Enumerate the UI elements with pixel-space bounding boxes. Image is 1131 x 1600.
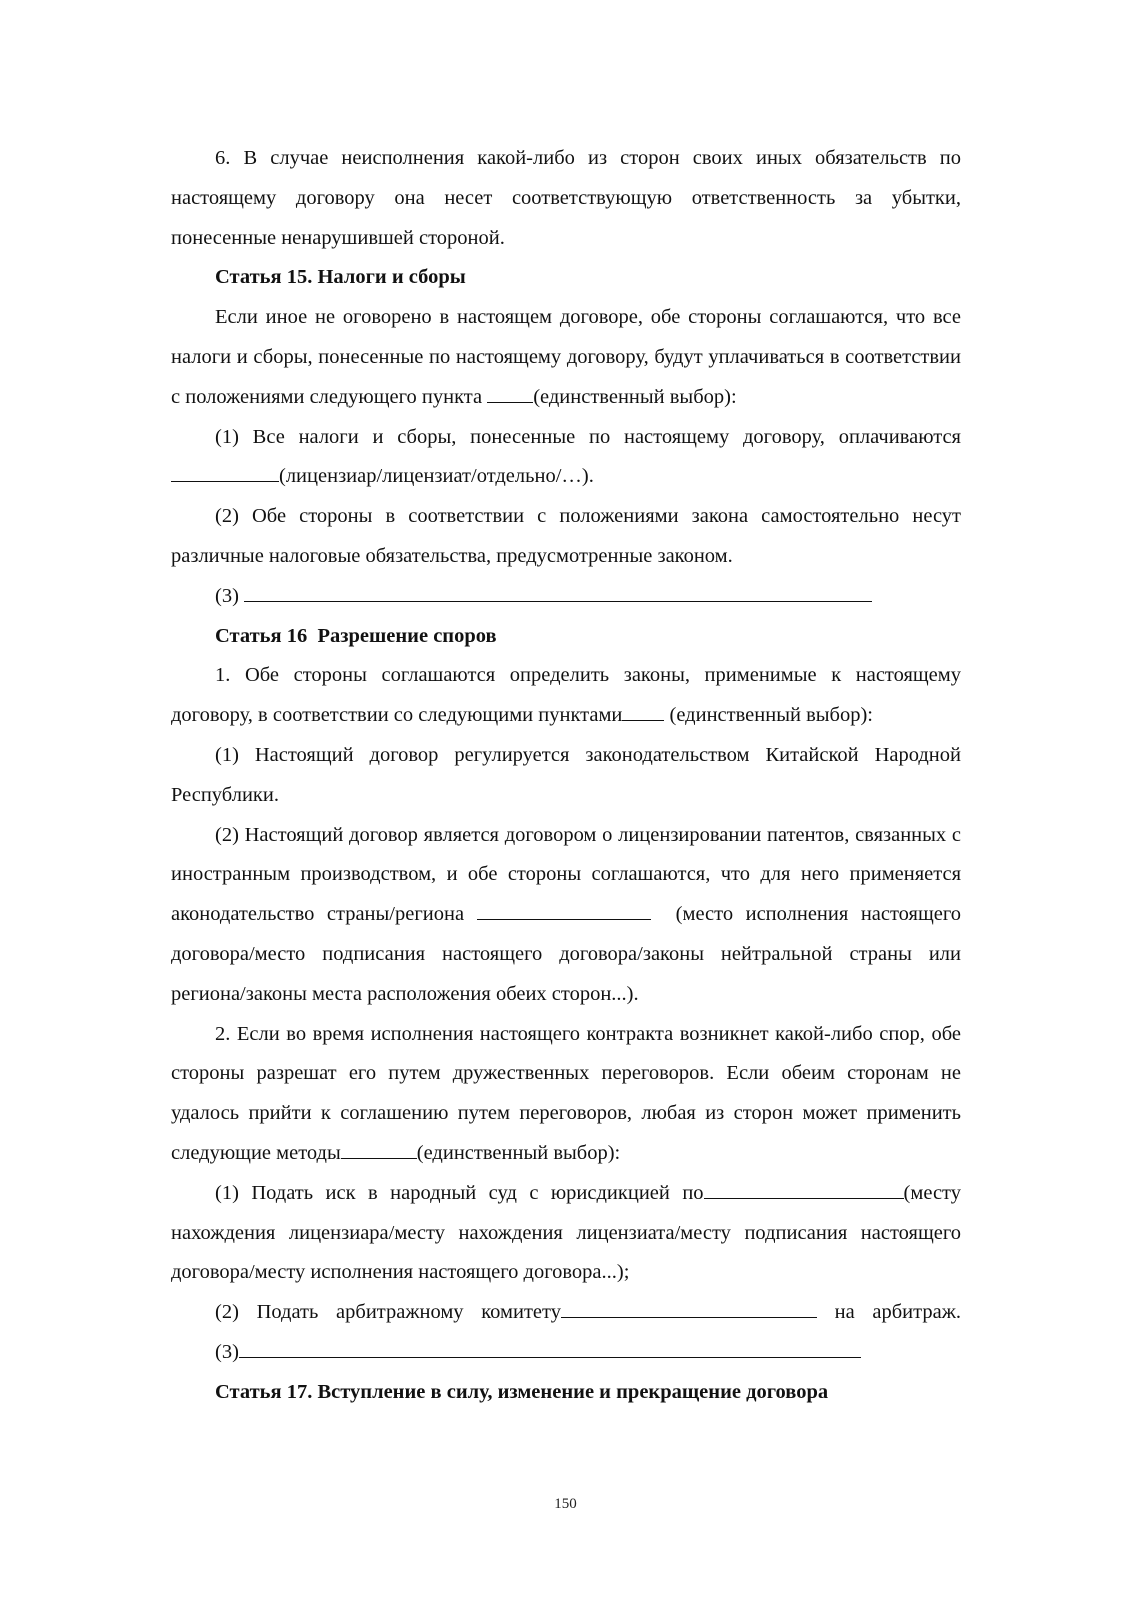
- fill-blank[interactable]: [341, 1137, 417, 1159]
- article-15-option-2: [171, 497, 961, 577]
- fill-blank[interactable]: [622, 699, 664, 721]
- article-16-clause-2-option-2: [171, 1293, 961, 1333]
- fill-blank[interactable]: [244, 580, 872, 602]
- paragraph-text: (2) Настоящий договор является договором о лицензировании патентов, связанных с иностранным производством, и обе стороны соглашаются, что для него применяется аконодательство страны/региона: [171, 823, 961, 926]
- fill-blank[interactable]: [704, 1177, 904, 1199]
- paragraph-text: (единственный выбор):: [669, 704, 873, 727]
- paragraph-6-other-obligations: [171, 139, 961, 258]
- page-content: [171, 139, 961, 1413]
- paragraph-text: (месту нахождения лицензиара/месту нахождения лицензиата/месту подписания настоящего договора/месту исполнения настоящего договора...);: [171, 1181, 961, 1284]
- article-15-option-3: [171, 577, 961, 617]
- article-15-heading: Статья 15. Налоги и сборы: [215, 266, 466, 289]
- paragraph-text: (1) Настоящий договор регулируется законодательством Китайской Народной Республики.: [171, 743, 961, 806]
- paragraph-text: (1) Подать иск в народный суд с юрисдикцией по: [215, 1181, 704, 1204]
- fill-blank[interactable]: [171, 460, 279, 482]
- paragraph-text: (2) Обе стороны в соответствии с положениями закона самостоятельно несут различные налоговые обязательства, предусмотренные законом.: [171, 505, 961, 567]
- article-15-intro: [171, 298, 961, 417]
- fill-blank[interactable]: [561, 1296, 817, 1318]
- paragraph-text: (лицензиар/лицензиат/отдельно/…).: [279, 465, 594, 488]
- fill-blank[interactable]: [477, 898, 651, 920]
- paragraph-text: (1) Все налоги и сборы, понесенные по настоящему договору, оплачиваются: [215, 425, 961, 448]
- paragraph-text: (единственный выбор):: [533, 385, 737, 408]
- article-16-clause-2-option-3: [171, 1333, 961, 1373]
- paragraph-text: (3): [215, 1340, 239, 1363]
- paragraph-text: 6. В случае неисполнения какой-либо из сторон своих иных обязательств по настоящему договору она несет соответствующую ответственность за убытки, понесенные ненарушившей стороной.: [171, 147, 961, 249]
- paragraph-text: 2. Если во время исполнения настоящего контракта возникнет какой-либо спор, обе стороны разрешат его путем дружественных переговоров. Если обеим сторонам не удалось прийти к соглашению путем переговоров, любая из сторон может применить следующие методы: [171, 1022, 961, 1164]
- paragraph-text: Если иное не оговорено в настоящем договоре, обе стороны соглашаются, что все налоги и сборы, понесенные по настоящему договору, будут уплачиваться в соответствии с положениями следующего пункта: [171, 306, 961, 408]
- paragraph-text: (3): [215, 584, 239, 607]
- paragraph-text: (единственный выбор):: [416, 1141, 621, 1164]
- article-16-clause-2: [171, 1015, 961, 1174]
- article-17-heading: Статья 17. Вступление в силу, изменение и прекращение договора: [215, 1380, 829, 1403]
- article-16-clause-1-option-2: [171, 816, 961, 1015]
- fill-blank[interactable]: [487, 381, 533, 403]
- paragraph-text: на арбитраж.: [816, 1301, 961, 1324]
- fill-blank[interactable]: [239, 1336, 861, 1358]
- article-15-option-1: [171, 418, 961, 498]
- paragraph-text: 1. Обе стороны соглашаются определить законы, применимые к настоящему договору, в соответствии со следующими пунктами: [171, 664, 961, 727]
- article-16-clause-1: [171, 656, 961, 736]
- article-16-heading: Статья 16 Разрешение споров: [215, 624, 497, 647]
- paragraph-text: (место исполнения настоящего договора/место подписания настоящего договора/законы нейтральной страны или региона/законы места расположения обеих сторон...).: [171, 903, 962, 1005]
- article-16-clause-1-option-1: [171, 736, 961, 816]
- paragraph-text: (2) Подать арбитражному комитету: [215, 1301, 561, 1324]
- page-number: 150: [554, 1496, 577, 1512]
- article-16-clause-2-option-1: [171, 1174, 961, 1293]
